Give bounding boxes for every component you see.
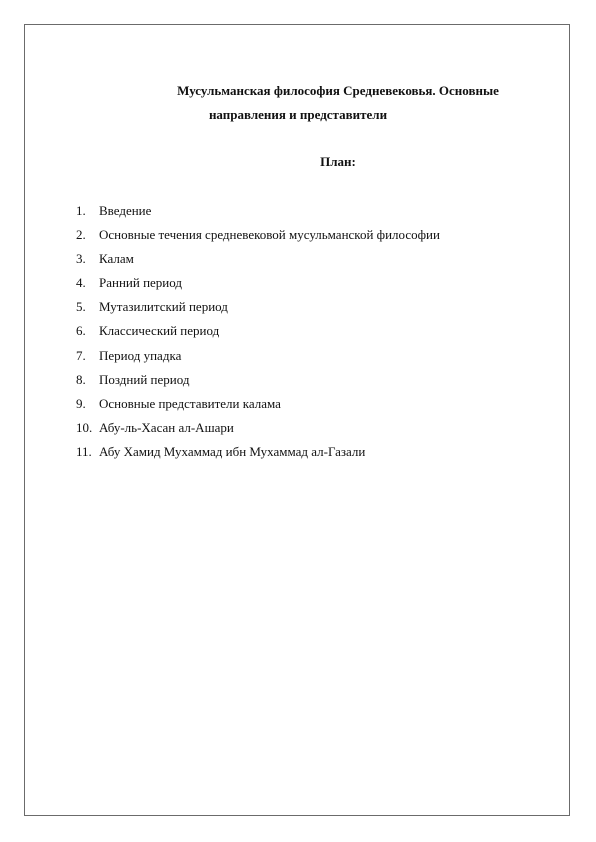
plan-item-2 xyxy=(76,224,440,248)
plan-item-text: Основные течения средневековой мусульманской философии xyxy=(99,227,440,243)
plan-item-7 xyxy=(76,345,440,369)
plan-item-text: Поздний период xyxy=(99,371,190,387)
plan-item-number: 2. xyxy=(76,227,86,243)
plan-item-6 xyxy=(76,320,440,344)
plan-item-10 xyxy=(76,417,440,441)
plan-item-text: Введение xyxy=(99,203,152,218)
plan-item-number: 5. xyxy=(76,299,86,315)
plan-item-text: Период упадка xyxy=(99,347,182,363)
plan-item-text: Ранний период xyxy=(99,275,183,291)
plan-item-text: Классический период xyxy=(99,323,220,339)
plan-item-text: Абу-ль-Хасан ал-Ашари xyxy=(99,419,234,435)
plan-item-number: 10. xyxy=(76,419,93,435)
plan-item-text: Абу Хамид Мухаммад ибн Мухаммад ал-Газали xyxy=(99,443,366,459)
plan-item-number: 1. xyxy=(76,203,86,218)
plan-item-number: 8. xyxy=(76,371,86,387)
plan-item-number: 6. xyxy=(76,323,86,339)
plan-item-number: 4. xyxy=(76,275,86,291)
plan-item-3 xyxy=(76,248,440,272)
plan-item-number: 3. xyxy=(76,251,86,267)
plan-item-1 xyxy=(76,200,440,224)
plan-list xyxy=(76,200,440,465)
document-title-line-2: направления и представители xyxy=(208,107,388,122)
plan-item-9 xyxy=(76,393,440,417)
plan-item-11 xyxy=(76,441,440,465)
plan-item-4 xyxy=(76,272,440,296)
plan-item-text: Основные представители калама xyxy=(99,395,281,411)
plan-item-text: Калам xyxy=(99,251,134,267)
plan-item-8 xyxy=(76,369,440,393)
plan-item-5 xyxy=(76,296,440,320)
plan-heading: План: xyxy=(320,154,356,169)
plan-item-number: 9. xyxy=(76,395,86,411)
plan-item-number: 11. xyxy=(76,443,92,459)
plan-item-text: Мутазилитский период xyxy=(99,299,228,315)
document-title-line-1: Мусульманская философия Средневековья. Основные xyxy=(177,83,499,98)
plan-item-number: 7. xyxy=(76,347,86,363)
